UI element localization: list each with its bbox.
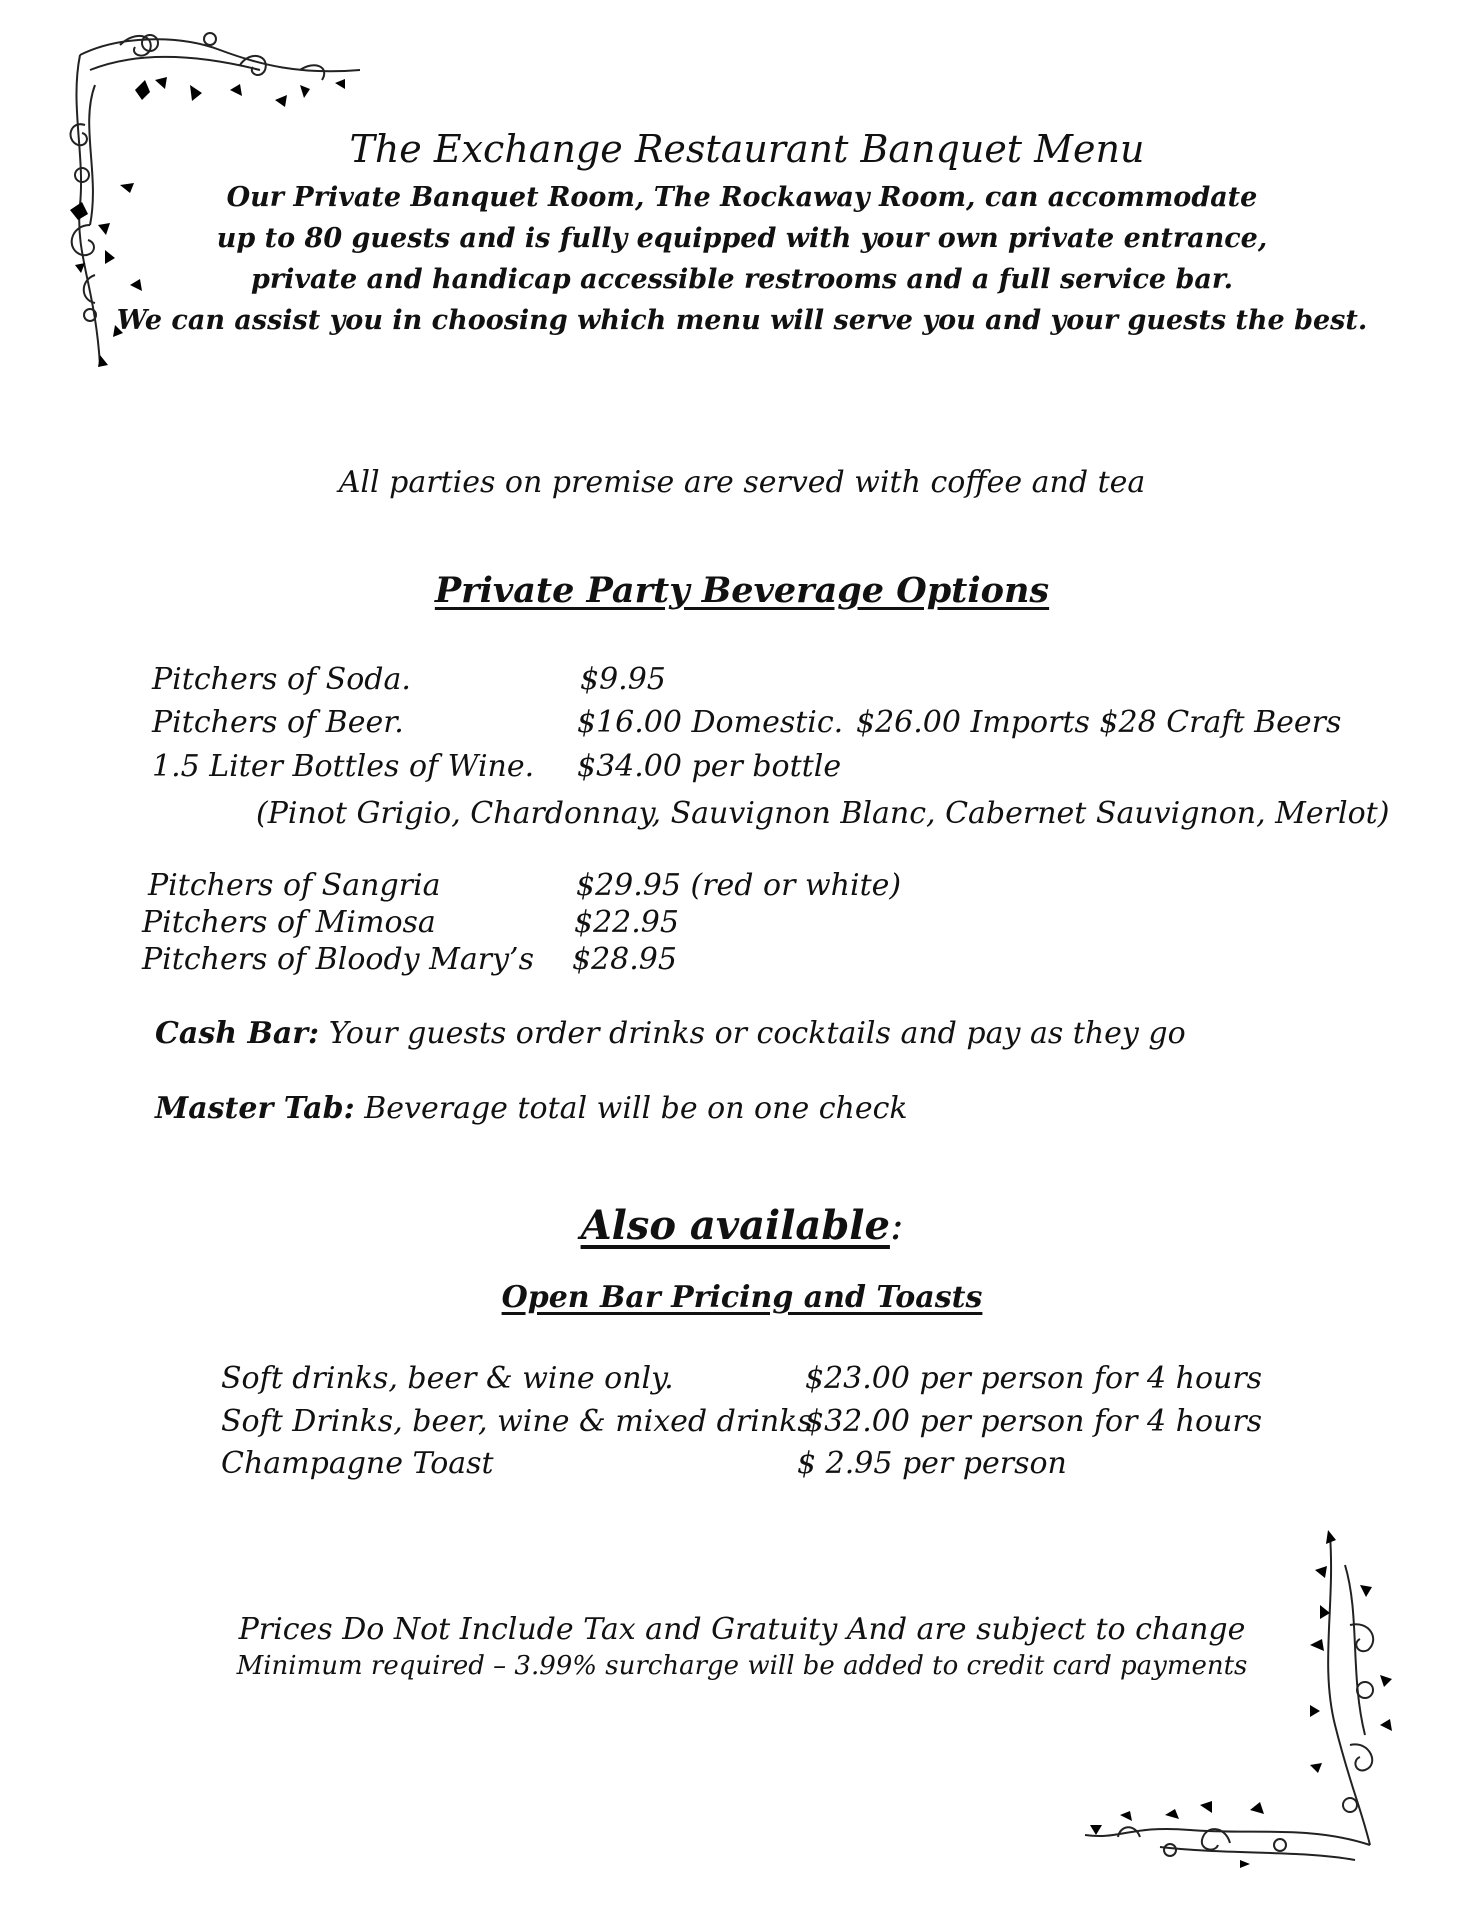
open-bar-item-price: $ 2.95 per person — [797, 1446, 1067, 1481]
beverage-item-extra-price: $26.00 Imports $28 Craft Beers — [856, 705, 1342, 740]
beverage-item-name: Pitchers of Beer. — [152, 705, 404, 740]
page-title: The Exchange Restaurant Banquet Menu — [349, 127, 1145, 171]
pitcher-item-name: Pitchers of Sangria — [148, 868, 441, 903]
also-available-text: Also available — [580, 1202, 890, 1249]
footer-surcharge-note: Minimum required – 3.99% surcharge will be added to credit card payments — [236, 1651, 1248, 1681]
pitcher-item-name: Pitchers of Bloody Mary’s — [142, 942, 534, 977]
open-bar-item-name: Soft Drinks, beer, wine & mixed drinks — [221, 1404, 813, 1439]
pitcher-item-price: $28.95 — [572, 942, 677, 977]
cash-bar-text: Your guests order drinks or cocktails and pay as they go — [328, 1016, 1186, 1051]
open-bar-subheading: Open Bar Pricing and Toasts — [501, 1280, 983, 1315]
cash-bar-label: Cash Bar: — [155, 1016, 320, 1051]
master-tab-label: Master Tab: — [155, 1091, 355, 1126]
intro-line: We can assist you in choosing which menu will serve you and your guests the best. — [116, 305, 1368, 336]
also-available-colon: : — [889, 1203, 904, 1249]
open-bar-item-price: $23.00 per person for 4 hours — [805, 1361, 1263, 1396]
cash-bar-line — [155, 1016, 1186, 1051]
master-tab-line — [155, 1091, 908, 1126]
floral-corner-ornament-bottom-right-icon — [1080, 1525, 1410, 1870]
master-tab-text: Beverage total will be on one check — [364, 1091, 908, 1126]
beverage-item-name: Pitchers of Soda. — [152, 662, 411, 697]
beverage-options-heading: Private Party Beverage Options — [434, 570, 1050, 611]
pitcher-item-price: $29.95 (red or white) — [576, 868, 902, 903]
beverage-item-price: $16.00 Domestic. — [577, 705, 844, 740]
wine-varieties: (Pinot Grigio, Chardonnay, Sauvignon Blanc, Cabernet Sauvignon, Merlot) — [256, 796, 1390, 831]
open-bar-item-price: $32.00 per person for 4 hours — [805, 1404, 1263, 1439]
beverage-item-name: 1.5 Liter Bottles of Wine. — [152, 749, 535, 784]
pitcher-item-name: Pitchers of Mimosa — [142, 905, 436, 940]
intro-line: private and handicap accessible restrooms and a full service bar. — [250, 264, 1234, 295]
intro-paragraph — [0, 177, 1484, 341]
coffee-tea-note: All parties on premise are served with coffee and tea — [338, 465, 1146, 500]
beverage-item-price: $34.00 per bottle — [577, 749, 842, 784]
also-available-heading — [0, 1202, 1484, 1249]
footer-tax-note: Prices Do Not Include Tax and Gratuity And are subject to change — [238, 1612, 1246, 1647]
intro-line: up to 80 guests and is fully equipped with your own private entrance, — [216, 223, 1268, 254]
open-bar-item-name: Champagne Toast — [221, 1446, 494, 1481]
intro-line: Our Private Banquet Room, The Rockaway Room, can accommodate — [226, 182, 1258, 213]
open-bar-item-name: Soft drinks, beer & wine only. — [221, 1361, 674, 1396]
beverage-item-price: $9.95 — [580, 662, 666, 697]
pitcher-item-price: $22.95 — [574, 905, 679, 940]
